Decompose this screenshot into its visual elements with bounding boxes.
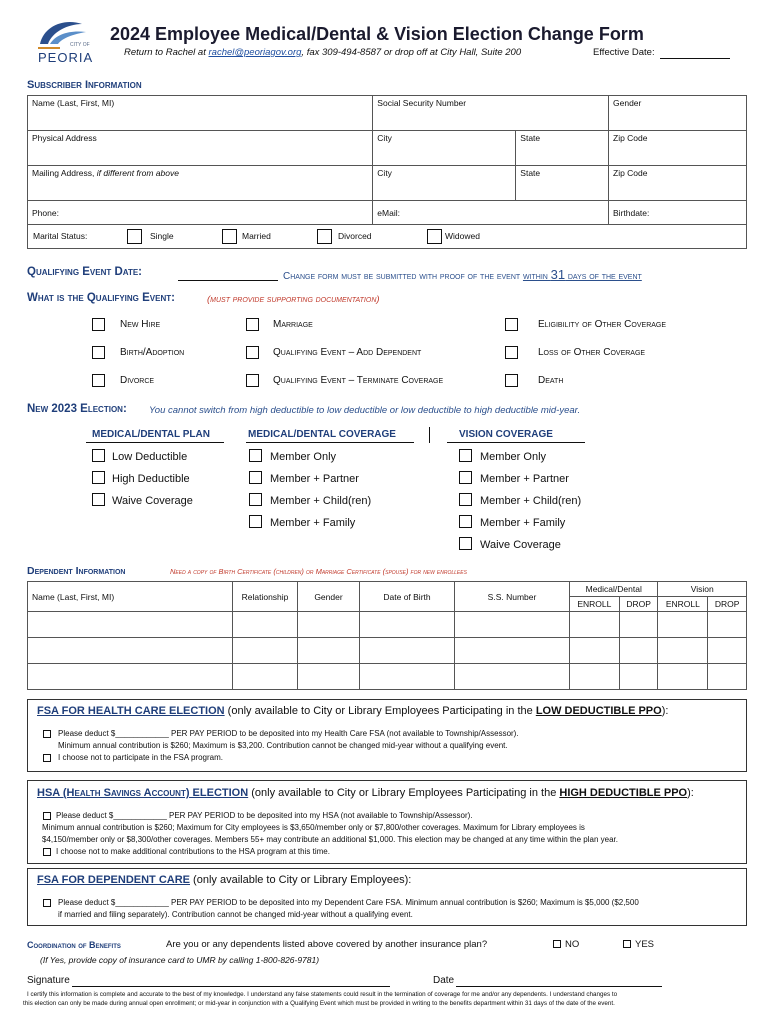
marital-divorced-checkbox[interactable] [317, 229, 332, 244]
coverage-member-family-checkbox[interactable] [249, 515, 262, 528]
dep-col-ssn-label: S.S. Number [487, 591, 537, 602]
plan-waive-checkbox[interactable] [92, 493, 105, 506]
mailing-address-cell[interactable] [28, 166, 373, 201]
logo-mark-icon [30, 14, 100, 66]
dep-col-medical [570, 582, 658, 597]
event-loss-coverage-label: Loss of Other Coverage [538, 347, 646, 358]
coverage-member-partner-label: Member + Partner [270, 473, 359, 485]
hsa-line4: I choose not to make additional contributions to the HSA program at this time. [56, 847, 330, 856]
hsa-line1: Please deduct $____________ PER PAY PERIOD to be deposited into my HSA (not available to Township/Assessor). [56, 811, 473, 820]
certification-line2: this election can only be made during annual open enrollment; or mid-year in conjunction with a Qualifying Event which must be provided in writing to the benefits department within 31 days of the date of the event. [23, 1000, 615, 1007]
hsa-line2: Minimum annual contribution is $260; Maximum for City employees is $3,650/member only or $7,800/other coverages. Maximum for Library employees is [42, 823, 585, 832]
state-label: State [520, 133, 541, 143]
coverage-member-partner-checkbox[interactable] [249, 471, 262, 484]
dependent-note: Need a copy of Birth Certificate (children) or Marriage Certificate (spouse) for new enrollees [170, 567, 467, 576]
email-label: eMail: [377, 208, 400, 218]
fsa-title: FSA FOR HEALTH CARE ELECTION [37, 705, 225, 717]
marital-status-cell [28, 225, 747, 249]
hsa-line3: $4,150/member only or $8,300/other coverages. Members 55+ may contribute an additional $1,000. This election may be changed at any time within the plan year. [42, 835, 618, 844]
vision-title: VISION COVERAGE [459, 429, 553, 440]
event-add-dependent-checkbox[interactable] [246, 346, 259, 359]
dep-medical-label: Medical/Dental [585, 584, 642, 594]
mailing-address-note: if different from above [96, 168, 179, 178]
plan-low-label: Low Deductible [112, 451, 188, 463]
marital-label: Marital Status: [33, 231, 88, 241]
marital-married-checkbox[interactable] [222, 229, 237, 244]
coordination-no-checkbox[interactable] [553, 940, 561, 948]
plan-high-label: High Deductible [112, 473, 190, 485]
drop-label: DROP [626, 599, 651, 609]
election-divider [429, 427, 430, 443]
city-label: City [377, 133, 392, 143]
event-eligibility-label: Eligibility of Other Coverage [538, 319, 667, 330]
state-label: State [520, 168, 541, 178]
fsa-title-line [37, 705, 668, 717]
hsa-title: HSA (Health Savings Account) ELECTION [37, 787, 249, 799]
enroll-label: ENROLL [665, 599, 700, 609]
physical-address-label: Physical Address [32, 133, 97, 143]
fsa-line3: I choose not to participate in the FSA program. [58, 753, 223, 762]
zip-cell[interactable] [609, 131, 747, 166]
plan-high-checkbox[interactable] [92, 471, 105, 484]
subscriber-heading: Subscriber Information [27, 79, 142, 91]
city-logo [30, 14, 100, 66]
birthdate-cell[interactable] [609, 201, 747, 225]
return-suffix: , fax 309-494-8587 or drop off at City Hall, Suite 200 [301, 47, 522, 58]
coordination-question: Are you or any dependents listed above covered by another insurance plan? [166, 939, 488, 950]
form-title: 2024 Employee Medical/Dental & Vision Election Change Form [110, 24, 644, 44]
dep-col-ssn [455, 582, 570, 612]
dep-med-drop-header [619, 597, 658, 612]
ssn-cell[interactable] [373, 96, 609, 131]
subscriber-table [27, 95, 747, 249]
state-cell[interactable] [516, 131, 609, 166]
what-event-note: (must provide supporting documentation) [207, 294, 380, 305]
event-marriage-checkbox[interactable] [246, 318, 259, 331]
coordination-no-label: NO [565, 939, 580, 950]
dep-vision-label: Vision [690, 584, 714, 594]
notice-suffix: days of the event [565, 271, 642, 282]
return-email-link[interactable]: rachel@peoriagov.org [208, 47, 302, 58]
event-new-hire-checkbox[interactable] [92, 318, 105, 331]
birthdate-label: Birthdate: [613, 208, 650, 218]
hsa-deduct-checkbox[interactable] [43, 812, 51, 820]
vision-member-only-checkbox[interactable] [459, 449, 472, 462]
hsa-title-note-b: ): [687, 787, 694, 799]
qualifying-notice [283, 267, 642, 282]
notice-days: 31 [550, 267, 566, 282]
vision-waive-label: Waive Coverage [480, 539, 561, 551]
event-divorce-label: Divorce [120, 375, 155, 386]
physical-address-cell[interactable] [28, 131, 373, 166]
coverage-underline [246, 442, 414, 443]
hsa-decline-checkbox[interactable] [43, 848, 51, 856]
plan-low-checkbox[interactable] [92, 449, 105, 462]
dep-col-gender-label: Gender [314, 591, 343, 602]
coordination-label: Coordination of Benefits [27, 940, 121, 950]
fsa-line2: Minimum annual contribution is $260; Maximum is $3,200. Contribution cannot be changed mid-year without a qualifying event. [58, 741, 508, 750]
dcfsa-deduct-checkbox[interactable] [43, 899, 51, 907]
phone-label: Phone: [32, 208, 59, 218]
dependent-heading: Dependent Information [27, 565, 126, 577]
event-add-dependent-label: Qualifying Event – Add Dependent [273, 347, 422, 358]
zip-label: Zip Code [613, 168, 648, 178]
event-death-checkbox[interactable] [505, 374, 518, 387]
marital-widowed-label: Widowed [445, 231, 480, 241]
event-birth-label: Birth/Adoption [120, 347, 185, 358]
coverage-member-family-label: Member + Family [270, 517, 356, 529]
mailing-city-cell[interactable] [373, 166, 516, 201]
event-new-hire-label: New Hire [120, 319, 161, 330]
event-terminate-checkbox[interactable] [246, 374, 259, 387]
effective-date-label: Effective Date: [593, 47, 655, 58]
what-event-label: What is the Qualifying Event: [27, 292, 175, 304]
email-cell[interactable] [373, 201, 609, 225]
drop-label: DROP [714, 599, 740, 609]
election-heading: New 2023 Election: [27, 403, 127, 415]
dep-col-vision [658, 582, 747, 597]
event-terminate-label: Qualifying Event – Terminate Coverage [273, 375, 444, 386]
marital-divorced-label: Divorced [338, 231, 372, 241]
hsa-title-note-a: (only available to City or Library Employees Participating in the [248, 787, 560, 799]
fsa-title-note-a: (only available to City or Library Employees Participating in the [224, 705, 536, 717]
dep-col-dob [360, 582, 455, 612]
enroll-label: ENROLL [577, 599, 612, 609]
signature-field[interactable] [72, 986, 390, 987]
dep-col-dob-label: Date of Birth [383, 591, 431, 602]
coverage-member-children-label: Member + Child(ren) [270, 495, 372, 507]
return-instructions [124, 47, 521, 58]
qualifying-event-date-label: Qualifying Event Date: [27, 266, 142, 278]
vision-member-partner-label: Member + Partner [480, 473, 569, 485]
mailing-zip-cell[interactable] [609, 166, 747, 201]
fsa-decline-checkbox[interactable] [43, 754, 51, 762]
plan-waive-label: Waive Coverage [112, 495, 193, 507]
date-label: Date [433, 975, 455, 986]
dep-vis-drop-header [708, 597, 747, 612]
table-row[interactable] [28, 612, 747, 638]
name-label: Name (Last, First, MI) [32, 98, 115, 108]
date-field[interactable] [456, 986, 662, 987]
logo-city-text: CITY OF [70, 42, 90, 48]
event-marriage-label: Marriage [273, 319, 313, 330]
dep-col-name-label: Name (Last, First, MI) [32, 591, 115, 602]
event-eligibility-checkbox[interactable] [505, 318, 518, 331]
signature-label: Signature [27, 975, 70, 986]
coverage-member-only-label: Member Only [270, 451, 337, 463]
vision-member-family-checkbox[interactable] [459, 515, 472, 528]
vision-underline [447, 442, 585, 443]
election-note: You cannot switch from high deductible to low deductible or low deductible to high deductible mid-year. [149, 405, 581, 416]
fsa-deduct-checkbox[interactable] [43, 730, 51, 738]
event-birth-checkbox[interactable] [92, 346, 105, 359]
vision-member-family-label: Member + Family [480, 517, 566, 529]
zip-label: Zip Code [613, 133, 648, 143]
medical-plan-underline [86, 442, 224, 443]
fsa-title-plan: LOW DEDUCTIBLE PPO [535, 705, 662, 717]
dep-col-relationship-label: Relationship [241, 591, 289, 602]
fsa-title-note-b: ): [661, 705, 669, 717]
dep-med-enroll-header [570, 597, 620, 612]
logo-name-text: PEORIA [38, 50, 94, 65]
marital-married-label: Married [242, 231, 271, 241]
dcfsa-title: FSA FOR DEPENDENT CARE [37, 874, 190, 886]
marital-single-checkbox[interactable] [127, 229, 142, 244]
ssn-label: Social Security Number [377, 98, 467, 108]
notice-prefix: Change form must be submitted with proof of the event [283, 271, 523, 282]
coverage-title: MEDICAL/DENTAL COVERAGE [248, 429, 396, 440]
certification-line1: I certify this information is complete and accurate to the best of my knowledge. I understand any false statements could result in the termination of coverage for me and/or any dependents. I understand changes to [27, 991, 618, 998]
coordination-note: (If Yes, provide copy of insurance card to UMR by calling 1-800-826-9781) [40, 955, 320, 965]
mailing-address-label: Mailing Address, [32, 168, 97, 178]
dependent-table [27, 581, 747, 690]
dep-vis-enroll-header [658, 597, 708, 612]
gender-cell[interactable] [609, 96, 747, 131]
coordination-yes-checkbox[interactable] [623, 940, 631, 948]
effective-date-field[interactable] [660, 58, 730, 59]
event-divorce-checkbox[interactable] [92, 374, 105, 387]
dcfsa-line2: if married and filing separately). Contribution cannot be changed mid-year without a qualifying event. [58, 910, 413, 919]
marital-widowed-checkbox[interactable] [427, 229, 442, 244]
vision-member-children-checkbox[interactable] [459, 493, 472, 506]
dep-col-gender [298, 582, 360, 612]
coverage-member-only-checkbox[interactable] [249, 449, 262, 462]
table-row[interactable] [28, 664, 747, 690]
vision-member-children-label: Member + Child(ren) [480, 495, 582, 507]
dcfsa-title-line [37, 874, 411, 886]
event-loss-coverage-checkbox[interactable] [505, 346, 518, 359]
vision-member-only-label: Member Only [480, 451, 547, 463]
hsa-title-plan: HIGH DEDUCTIBLE PPO [559, 787, 688, 799]
city-cell[interactable] [373, 131, 516, 166]
dcfsa-title-note: (only available to City or Library Employees): [190, 874, 412, 886]
vision-waive-checkbox[interactable] [459, 537, 472, 550]
gender-label: Gender [613, 98, 642, 108]
table-row[interactable] [28, 638, 747, 664]
qualifying-event-date-field[interactable] [178, 280, 278, 281]
medical-plan-title: MEDICAL/DENTAL PLAN [92, 429, 210, 440]
city-label: City [377, 168, 392, 178]
hsa-title-line [37, 787, 694, 799]
dcfsa-line1: Please deduct $____________ PER PAY PERIOD to be deposited into my Dependent Care FSA. Minimum annual contribution is $260; Maximum is $5,000 ($2,500 [58, 898, 639, 907]
name-cell[interactable] [28, 96, 373, 131]
notice-within: within [522, 271, 551, 282]
return-prefix: Return to Rachel at [124, 47, 209, 58]
marital-single-label: Single [150, 231, 174, 241]
event-death-label: Death [538, 375, 564, 386]
coverage-member-children-checkbox[interactable] [249, 493, 262, 506]
vision-member-partner-checkbox[interactable] [459, 471, 472, 484]
coordination-yes-label: YES [635, 939, 655, 950]
dep-col-name [28, 582, 233, 612]
phone-cell[interactable] [28, 201, 373, 225]
dep-col-relationship [233, 582, 298, 612]
fsa-line1: Please deduct $____________ PER PAY PERIOD to be deposited into my Health Care FSA (not available to Township/Assessor). [58, 729, 519, 738]
mailing-state-cell[interactable] [516, 166, 609, 201]
